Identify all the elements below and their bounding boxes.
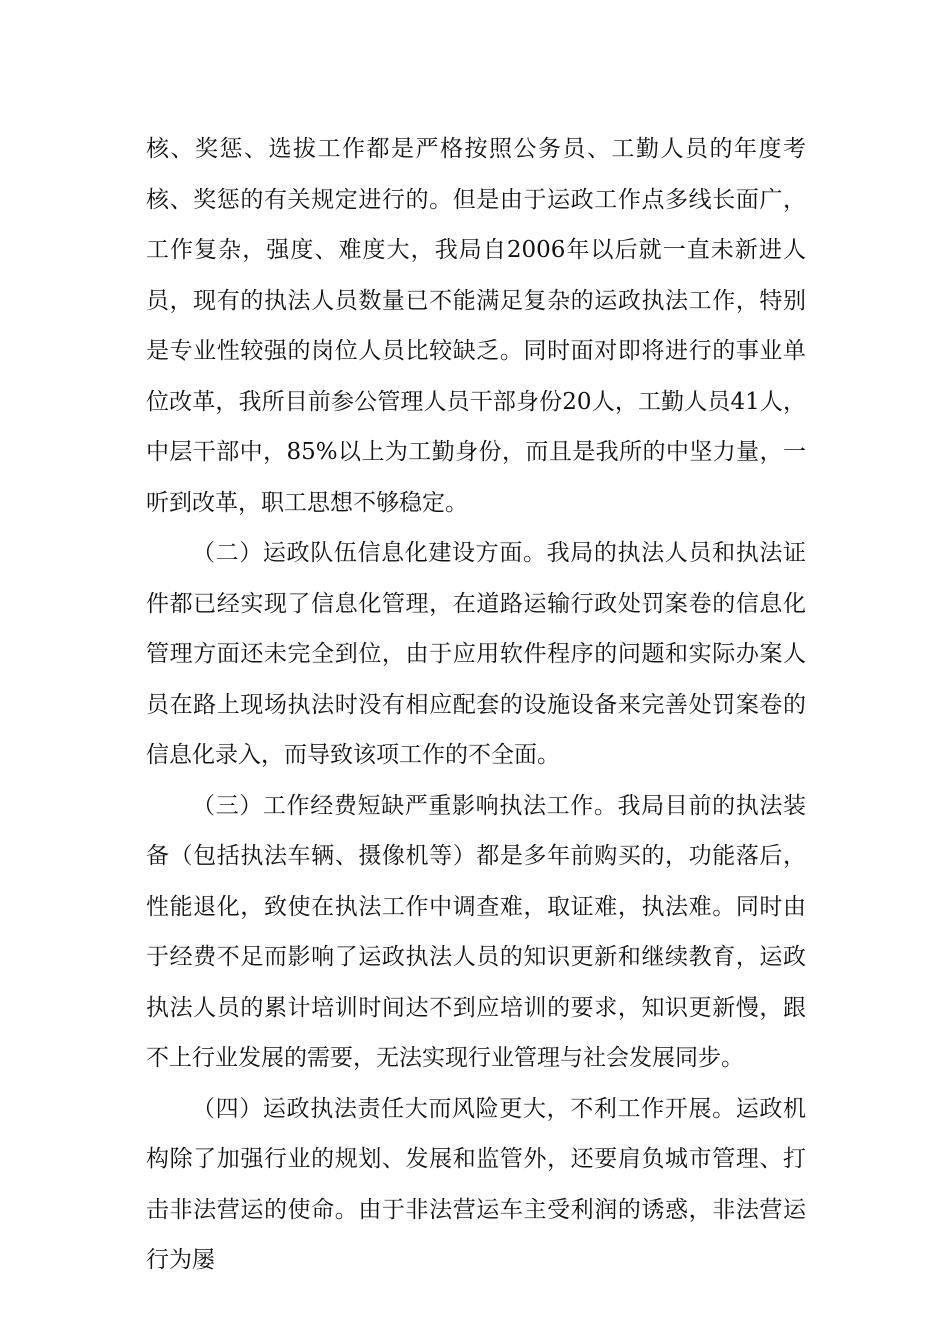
paragraph-section-3: （三）工作经费短缺严重影响执法工作。我局目前的执法装备（包括执法车辆、摄像机等）都是多年前购买的，功能落后，性能退化，致使在执法工作中调查难，取证难，执法难。同时由于经费不足而影响了运政执法人员的知识更新和继续教育，运政执法人员的累计培训时间达不到应培训的要求，知识更新慢，跟不上行业发展的需要，无法实现行业管理与社会发展同步。: [146, 792, 806, 1071]
document-body: [146, 124, 806, 1286]
paragraph-section-4: （四）运政执法责任大而风险更大，不利工作开展。运政机构除了加强行业的规划、发展和监管外，还要肩负城市管理、打击非法营运的使命。由于非法营运车主受利润的诱惑，非法营运行为屡: [146, 1095, 806, 1273]
paragraph-continued: 核、奖惩、选拔工作都是严格按照公务员、工勤人员的年度考核、奖惩的有关规定进行的。但是由于运政工作点多线长面广，工作复杂，强度、难度大，我局自2006年以后就一直未新进人员，现有的执法人员数量已不能满足复杂的运政执法工作，特别是专业性较强的岗位人员比较缺乏。同时面对即将进行的事业单位改革，我所目前参公管理人员干部身份20人，工勤人员41人，中层干部中，85%以上为工勤身份，而且是我所的中坚力量，一听到改革，职工思想不够稳定。: [146, 136, 806, 516]
paragraph-section-2: （二）运政队伍信息化建设方面。我局的执法人员和执法证件都已经实现了信息化管理，在道路运输行政处罚案卷的信息化管理方面还未完全到位，由于应用软件程序的问题和实际办案人员在路上现场执法时没有相应配套的设施设备来完善处罚案卷的信息化录入，而导致该项工作的不全面。: [146, 540, 806, 768]
